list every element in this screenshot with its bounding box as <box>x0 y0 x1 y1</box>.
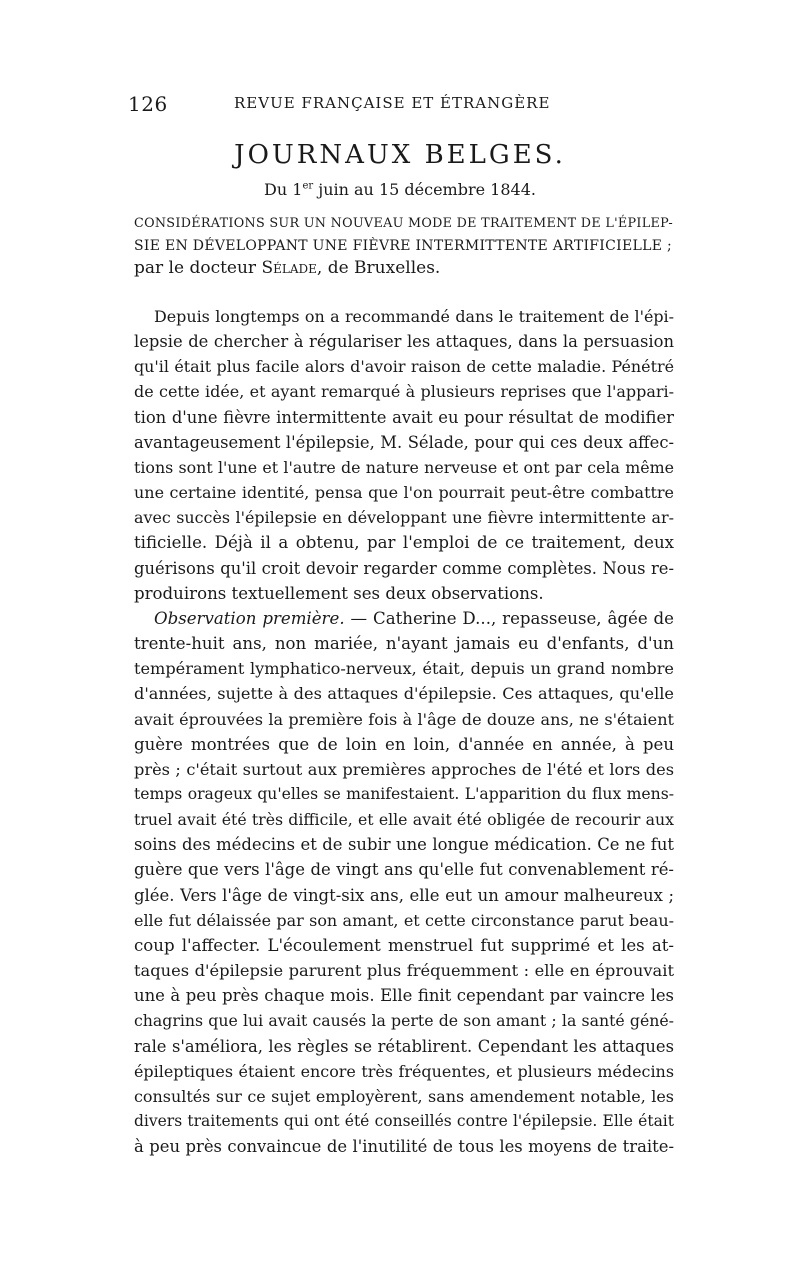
article-body <box>134 304 674 1159</box>
observation-first-line <box>134 606 674 631</box>
observation-line: divers traitements qui ont été conseillés contre l'épilepsie. Elle était <box>134 1112 674 1130</box>
observation-line: à peu près convaincue de l'inutilité de tous les moyens de traite- <box>134 1137 674 1157</box>
observation-line: glée. Vers l'âge de vingt-six ans, elle eut un amour malheureux ; <box>134 885 674 905</box>
observation-line: coup l'affecter. L'écoulement menstruel fut supprimé et les at- <box>134 935 674 955</box>
date-suffix: juin au 15 décembre 1844. <box>313 180 536 199</box>
author-name: Sélade <box>261 258 317 278</box>
paragraph-line: de cette idée, et ayant remarqué à plusieurs reprises que l'appari- <box>134 382 674 402</box>
heading-line: SIE EN DÉVELOPPANT UNE FIÈVRE INTERMITTENTE ARTIFICIELLE ; <box>134 238 672 254</box>
article-heading <box>134 213 674 279</box>
paragraph-line: une certaine identité, pensa que l'on pourrait peut-être combattre <box>134 483 674 503</box>
paragraph-line: lepsie de chercher à régulariser les attaques, dans la persuasion <box>134 332 674 352</box>
paragraph-line: tions sont l'une et l'autre de nature nerveuse et ont par cela même <box>134 457 674 477</box>
heading-line: CONSIDÉRATIONS SUR UN NOUVEAU MODE DE TRAITEMENT DE L'ÉPILEP- <box>134 216 673 231</box>
observation-line: elle fut délaissée par son amant, et cette circonstance parut beau- <box>134 910 674 930</box>
paragraph-line: avantageusement l'épilepsie, M. Sélade, pour qui ces deux affec- <box>134 432 674 452</box>
paragraph-line: avec succès l'épilepsie en développant une fièvre intermittente ar- <box>134 508 674 528</box>
byline-suffix: , de Bruxelles. <box>316 258 441 278</box>
section-title: JOURNAUX BELGES. <box>234 140 566 170</box>
paragraph-line: tion d'une fièvre intermittente avait eu pour résultat de modifier <box>134 407 674 427</box>
byline-prefix: par le docteur <box>134 258 262 278</box>
observation-first-line-rest: — Catherine D..., repasseuse, âgée de <box>344 608 674 628</box>
observation-line: chagrins que lui avait causés la perte de son amant ; la santé géné- <box>134 1011 674 1031</box>
running-head <box>128 92 688 116</box>
observation-line: trente-huit ans, non mariée, n'ayant jamais eu d'enfants, d'un <box>134 634 674 654</box>
paragraph-line: guérisons qu'il croit devoir regarder comme complètes. Nous re- <box>134 558 674 578</box>
date-superscript: er <box>302 180 314 192</box>
observation-line: épileptiques étaient encore très fréquentes, et plusieurs médecins <box>134 1061 674 1081</box>
journal-title: REVUE FRANÇAISE ET ÉTRANGÈRE <box>234 94 551 112</box>
date-range <box>128 180 672 199</box>
paragraph-line: produirons textuellement ses deux observations. <box>134 583 544 603</box>
observation-line: guère que vers l'âge de vingt ans qu'elle fut convenablement ré- <box>134 860 674 880</box>
paragraph-line: qu'il était plus facile alors d'avoir raison de cette maladie. Pénétré <box>134 357 674 377</box>
observation-line: rale s'améliora, les règles se rétablirent. Cependant les attaques <box>134 1036 674 1056</box>
paragraph-line: Depuis longtemps on a recommandé dans le traitement de l'épi- <box>154 307 674 326</box>
page-number: 126 <box>128 92 168 116</box>
observation-line: taques d'épilepsie parurent plus fréquemment : elle en éprouvait <box>134 961 674 981</box>
observation-line: consultés sur ce sujet employèrent, sans amendement notable, les <box>134 1086 674 1106</box>
byline <box>134 257 674 279</box>
observation-line: truel avait été très difficile, et elle avait été obligée de recourir aux <box>134 810 674 830</box>
observation-line: une à peu près chaque mois. Elle finit cependant par vaincre les <box>134 986 674 1006</box>
observation-line: d'années, sujette à des attaques d'épilepsie. Ces attaques, qu'elle <box>134 684 674 704</box>
observation-line: temps orageux qu'elles se manifestaient. L'apparition du flux mens- <box>134 784 674 803</box>
paragraph-line: tificielle. Déjà il a obtenu, par l'emploi de ce traitement, deux <box>134 533 674 553</box>
observation-line: avait éprouvées la première fois à l'âge de douze ans, ne s'étaient <box>134 709 674 729</box>
observation-title: Observation première. <box>154 608 345 628</box>
observation-line: près ; c'était surtout aux premières approches de l'été et lors des <box>134 759 674 779</box>
observation-line: tempérament lymphatico-nerveux, était, depuis un grand nombre <box>134 659 674 679</box>
observation-line: soins des médecins et de subir une longue médication. Ce ne fut <box>134 835 674 855</box>
observation-line: guère montrées que de loin en loin, d'année en année, à peu <box>134 734 674 754</box>
date-prefix: Du 1 <box>264 180 303 199</box>
